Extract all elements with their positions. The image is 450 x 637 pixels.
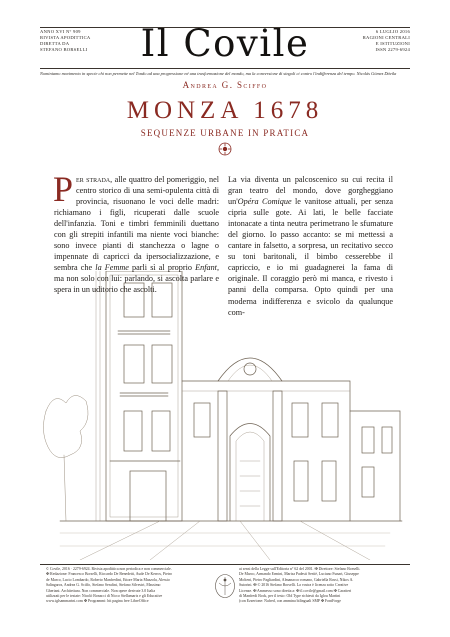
masthead-left-line: RIVISTA APODITTICA <box>40 35 91 41</box>
masthead-right-info <box>330 29 410 53</box>
colophon-right <box>239 567 404 605</box>
colophon-left <box>46 567 211 605</box>
fleuron-ornament-icon <box>218 142 232 156</box>
masthead-left-line: STEFANO BORSELLI <box>40 47 88 53</box>
masthead-left-line: ANNO XVI N° 909 <box>40 29 81 34</box>
italic-phrase: Opéra Comique <box>237 197 292 207</box>
colophon-line: Salingaros, Andrea G. Sciffo, Stefano Serafini, Stefano Silvestri, Massimo <box>46 583 161 588</box>
colophon-line: Molteni, Pietro Pagliardini, Almanacco romano, Gabriella Rossi, Nikos A. <box>239 577 354 582</box>
masthead-left-line: DIRETTA DA <box>40 41 70 47</box>
colophon-line: De Marco, Armando Ermini, Marisa Padesti Sertiè, Luciano Funari, Giuseppe <box>239 572 359 577</box>
colophon-line: Gheriani. Architettura. Non commerciale. Non opere derivate 3.0 Italia <box>46 588 156 593</box>
paragraph-text: parli sì al proprio <box>128 263 196 273</box>
colophon-line: Sutorini. ✠ © 2016 Stefano Borselli. La vostra è licenza sotto Creative <box>239 583 349 588</box>
sketch-illustration <box>40 271 410 560</box>
creative-commons-seal-icon <box>214 573 236 600</box>
drop-cap: P <box>53 169 74 209</box>
italic-phrase: la Femme <box>95 263 129 273</box>
colophon-line: utilizzati per le testate: Nicolò Bonacci di Nicco Stellamaris e gli Educative <box>46 594 163 599</box>
article-subtitle: SEQUENZE URBANE IN PRATICA <box>140 128 310 138</box>
masthead-right-line: E ISTITUZIONI <box>375 41 410 47</box>
colophon-line: © Covile, 2016 · 2279-6924. Rivista apodittica non periodica e non commerciale. <box>46 567 172 571</box>
epigraph: Nominiamo movimento in specie chi non permette nel Tondo ad una progressione né una trasformazione del mondo, ma la conversione di singoli ci contro l'indifferenza del tempo. Nicolás Gómez Dávila <box>40 71 397 76</box>
masthead <box>40 22 410 66</box>
masthead-top-rule <box>40 27 410 28</box>
lead-in-words: er strada, <box>76 175 113 184</box>
article-title: MONZA 1678 <box>126 97 324 124</box>
colophon-line: ai sensi della Legge sull'Editoria n° 62 del 2001. ✠ Direttore: Stefano Borselli. <box>239 567 361 571</box>
masthead-right-line: RAGIONI CENTRALI <box>362 35 410 41</box>
masthead-right-line: 6 LUGLIO 2016 <box>375 29 410 34</box>
paragraph-text: le vanitose attuali, per senza cipria sulle gote. Ai lati, le belle facciate intonacate a tinta neutra perimetrano le sfumature del giorno. Io passo accanto: se mi mettessi a cantare in falsetto, a sorpresa, un recitativo secco su toni baritonali, il bimbo cesserebbe il capriccio, e io mi guadagnerei la fama di originale. Il coraggio però mi manca, e rivesto i panni della comparsa. Opto quindi per una moderna indifferenza e svicolo da qualunque com- <box>228 197 393 317</box>
colophon-line: de Marco, Lucio Lombardo, Roberto Manfredini, Ettore Maria Mazzola, Alessio <box>46 577 170 582</box>
colophon-line: (con Ezzerione: Nafred, con ammina bilinguali SMP ✠ FontForge <box>239 599 341 604</box>
paragraph-text: , ma non solo con lui: parlando, si ascolta parlare e spera in un uditorio che ascolti. <box>54 263 219 295</box>
masthead-right-line: ISSN 2279-6924 <box>375 47 410 53</box>
colophon-line: ✠ Redazione: Francesco Borselli, Riccardo De Benedetti, Aude De Kerros, Pietro <box>46 572 173 577</box>
italic-phrase: Enfant <box>195 263 217 273</box>
paragraph-text: alle quattro del pomeriggio, nel centro storico di una semi-opulenta città di provincia, risuonano le voci delle madri: richiamano i figli, ricuperati dalle scuole dell'infanzia. Toni e timbri femminili duettano con gli strepiti infantili ma niente voci bianche: sono invece pianti di stanchezza o lagne o impennate di capricci da ipersocializzazione, e sembra che <box>54 175 219 273</box>
author-name: Andrea G. Sciffo <box>182 80 268 90</box>
footer-rule <box>40 564 410 565</box>
colophon-line: di Manfredi Bock, per il testo: Old Type richiesti da Iglou Martini <box>239 594 341 599</box>
masthead-bottom-rule <box>40 68 410 69</box>
colophon-line: www.iglsammarini.com ✠ Programmi: htt pagina free LibreOffice <box>46 599 149 604</box>
paragraph-text: La via diventa un palcoscenico su cui recita il gran teatro del mondo, dove gorgheggiano un' <box>228 175 393 207</box>
journal-title: Il Covile <box>140 22 310 65</box>
colophon-line: Licenze. ✠ Ammesso sono diretta a: ✠ il.covile@gmail.com ✠ Caratteri <box>239 588 352 593</box>
